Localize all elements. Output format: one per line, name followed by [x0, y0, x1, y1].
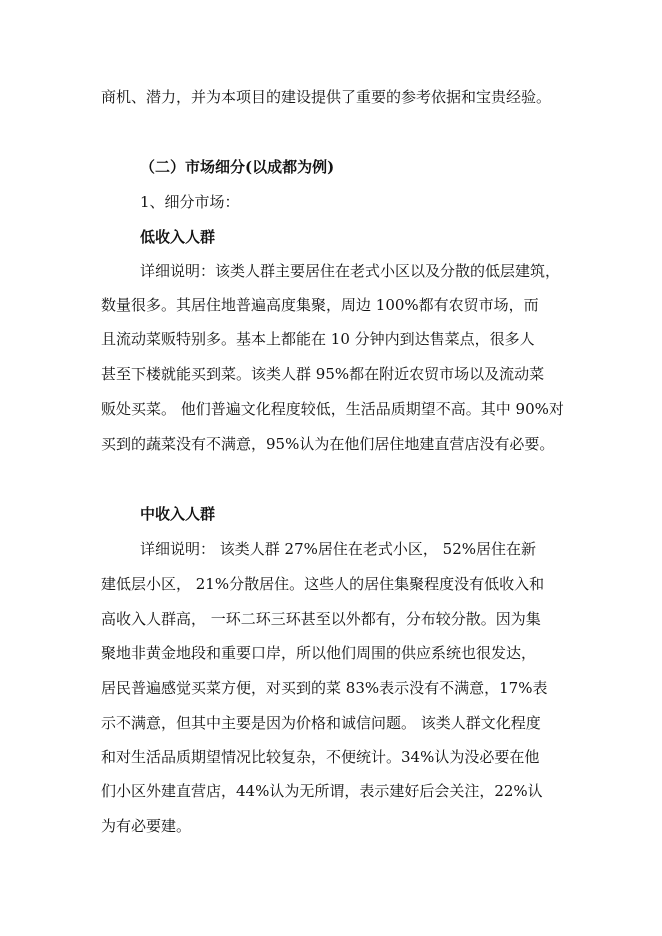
low-income-title: 低收入人群 — [140, 228, 216, 246]
middle-income-line-9: 为有必要建。 — [101, 817, 192, 835]
middle-income-line-5: 居民普遍感觉买菜方便，对买到的菜 83%表示没有不满意，17%表 — [101, 679, 548, 697]
section-title: （二）市场细分(以成都为例) — [140, 158, 335, 176]
low-income-line-2: 数量很多。其居住地普遍高度集聚，周边 100%都有农贸市场，而 — [101, 296, 539, 314]
subsection-title: 1、细分市场： — [140, 193, 240, 211]
low-income-line-4: 甚至下楼就能买到菜。该类人群 95%都在附近农贸市场以及流动菜 — [101, 365, 545, 383]
middle-income-line-6: 示不满意，但其中主要是因为价格和诚信问题。 该类人群文化程度 — [101, 714, 541, 732]
middle-income-line-1: 详细说明： 该类人群 27%居住在老式小区， 52%居住在新 — [140, 540, 536, 558]
low-income-line-1: 详细说明：该类人群主要居住在老式小区以及分散的低层建筑， — [140, 262, 561, 280]
middle-income-line-8: 们小区外建直营店，44%认为无所谓，表示建好后会关注，22%认 — [101, 782, 543, 800]
middle-income-line-2: 建低层小区， 21%分散居住。这些人的居住集聚程度没有低收入和 — [101, 575, 545, 593]
low-income-line-3: 且流动菜贩特别多。基本上都能在 10 分钟内到达售菜点，很多人 — [101, 330, 535, 348]
intro-line: 商机、潜力，并为本项目的建设提供了重要的参考依据和宝贵经验。 — [101, 88, 552, 106]
middle-income-title: 中收入人群 — [140, 505, 216, 523]
middle-income-line-3: 高收入人群高， 一环二环三环甚至以外都有，分布较分散。因为集 — [101, 610, 541, 628]
middle-income-line-4: 聚地非黄金地段和重要口岸，所以他们周围的供应系统也很发达， — [101, 644, 537, 662]
low-income-line-5: 贩处买菜。 他们普遍文化程度较低，生活品质期望不高。其中 90%对 — [101, 400, 564, 418]
low-income-line-6: 买到的蔬菜没有不满意，95%认为在他们居住地建直营店没有必要。 — [101, 435, 555, 453]
middle-income-line-7: 和对生活品质期望情况比较复杂，不便统计。34%认为没必要在他 — [101, 748, 540, 766]
